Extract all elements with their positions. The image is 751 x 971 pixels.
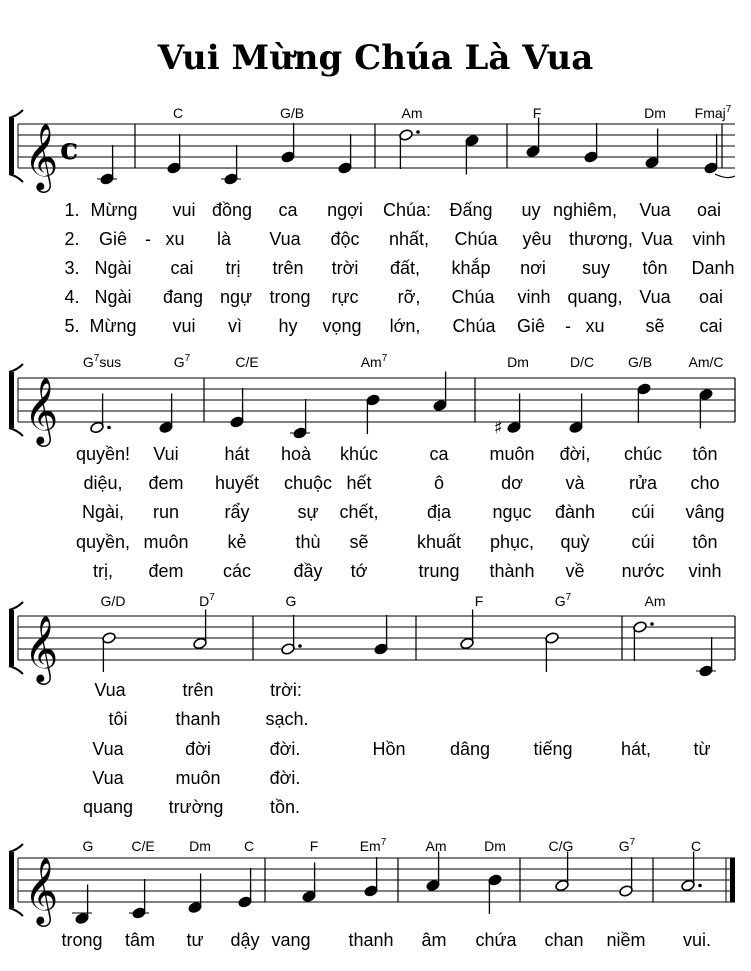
lyric-syllable: Vua bbox=[639, 200, 671, 220]
lyric-syllable: Vua bbox=[94, 680, 126, 700]
note bbox=[129, 879, 149, 919]
lyric-syllable: trong bbox=[61, 930, 103, 950]
chord-extension: 7 bbox=[381, 353, 388, 364]
chord-extension: 7 bbox=[565, 592, 572, 603]
augmentation-dot bbox=[650, 622, 654, 626]
staff-system-4 bbox=[9, 837, 735, 950]
lyric-syllable: vì bbox=[227, 316, 243, 336]
treble-clef-icon: 𝄞 bbox=[24, 856, 59, 924]
treble-clef-icon: 𝄞 bbox=[24, 614, 59, 682]
treble-clef-icon: 𝄞 bbox=[24, 122, 59, 190]
lyric-syllable: thù bbox=[295, 532, 321, 552]
lyric-syllable: Vua bbox=[92, 739, 124, 759]
lyric-syllable: về bbox=[565, 561, 585, 581]
chord-extension: 7 bbox=[93, 353, 100, 364]
chord-root: Fmaj bbox=[694, 105, 726, 121]
lyric-syllable: Vua bbox=[639, 287, 671, 307]
augmentation-dot bbox=[298, 644, 302, 648]
lyric-syllable: Chúa bbox=[451, 287, 495, 307]
chord-symbol: F bbox=[474, 593, 484, 609]
system-bracket bbox=[9, 852, 14, 908]
lyric-syllable: dậy bbox=[230, 930, 260, 950]
lyric-syllable: khắp bbox=[451, 258, 491, 278]
lyric-syllable: khúc bbox=[339, 444, 379, 464]
staff-system-1 bbox=[9, 104, 735, 336]
bracket-bottom bbox=[9, 908, 23, 916]
chord-suffix: sus bbox=[99, 354, 122, 370]
chord-symbol: F bbox=[309, 838, 319, 854]
lyric-syllable: trong bbox=[269, 287, 311, 307]
lyric-syllable: từ bbox=[693, 739, 711, 759]
lyric-syllable: trị bbox=[225, 258, 241, 278]
system-bracket bbox=[9, 372, 14, 428]
note bbox=[488, 874, 503, 914]
chord-symbol: Am bbox=[425, 838, 447, 854]
lyric-syllable: vâng bbox=[685, 502, 725, 522]
augmentation-dot bbox=[698, 884, 702, 888]
lyric-syllable: sạch. bbox=[265, 709, 309, 729]
lyric-syllable: 2. bbox=[64, 229, 80, 249]
treble-clef-icon: 𝄞 bbox=[24, 376, 59, 444]
lyric-syllable: đồng bbox=[211, 200, 253, 220]
lyric-syllable: uy bbox=[521, 200, 541, 220]
lyric-syllable: Vua bbox=[92, 768, 124, 788]
lyric-syllable: diệu, bbox=[83, 473, 123, 493]
final-barline bbox=[730, 858, 735, 902]
lyric-syllable: Ngài bbox=[94, 258, 132, 278]
lyric-syllable: - bbox=[145, 229, 151, 249]
lyric-syllable: vinh bbox=[517, 287, 551, 307]
lyric-syllable: tôi bbox=[108, 709, 128, 729]
staff-system-3 bbox=[9, 592, 735, 817]
chord-symbol: Dm bbox=[507, 354, 529, 370]
lyric-syllable: rỡ, bbox=[397, 287, 421, 307]
lyric-syllable: quyền! bbox=[75, 444, 131, 464]
chord-symbol bbox=[619, 837, 636, 854]
note bbox=[221, 145, 241, 185]
chord-symbol: C/E bbox=[131, 838, 155, 854]
lyric-syllable: chan bbox=[544, 930, 584, 950]
lyric-syllable: hát, bbox=[620, 739, 652, 759]
bracket-bottom bbox=[9, 666, 23, 674]
lyric-syllable: muôn bbox=[143, 532, 189, 552]
lyric-syllable: chết, bbox=[339, 502, 379, 522]
chord-root: Em bbox=[359, 838, 381, 854]
lyric-syllable: Vua bbox=[269, 229, 301, 249]
bracket-top bbox=[9, 364, 23, 372]
note bbox=[167, 134, 182, 174]
lyric-syllable: sẽ bbox=[645, 316, 665, 336]
lyric-syllable: hát bbox=[224, 444, 250, 464]
chord-root: Am bbox=[360, 354, 382, 370]
augmentation-dot bbox=[416, 130, 420, 134]
lyric-syllable: đem bbox=[148, 473, 184, 493]
bracket-top bbox=[9, 110, 23, 118]
lyric-syllable: Mừng bbox=[89, 316, 137, 336]
lyric-syllable: Ngài, bbox=[81, 502, 125, 522]
lyric-syllable: muôn bbox=[489, 444, 535, 464]
chord-symbol: Dm bbox=[484, 838, 506, 854]
lyric-syllable: độc bbox=[330, 229, 360, 249]
lyric-syllable: rẩy bbox=[224, 502, 250, 522]
lyric-syllable: tâm bbox=[124, 930, 156, 950]
lyric-syllable: nghiêm, bbox=[552, 200, 618, 220]
lyric-syllable: huyết bbox=[214, 473, 260, 493]
chord-symbol bbox=[174, 353, 191, 370]
lyric-syllable: hết bbox=[346, 473, 372, 493]
chord-root: D bbox=[199, 593, 210, 609]
lyric-syllable: hy bbox=[278, 316, 298, 336]
sharp-icon: ♯ bbox=[494, 417, 503, 439]
note bbox=[338, 134, 353, 174]
lyric-syllable: khuất bbox=[416, 532, 462, 552]
time-signature: c bbox=[60, 132, 79, 167]
lyric-syllable: xu bbox=[165, 229, 185, 249]
lyric-syllable: ca bbox=[429, 444, 449, 464]
lyric-syllable: tiếng bbox=[533, 739, 573, 759]
augmentation-dot bbox=[107, 426, 111, 430]
chord-extension: 7 bbox=[629, 837, 636, 848]
note bbox=[102, 632, 117, 672]
lyric-syllable: đem bbox=[148, 561, 184, 581]
chord-symbol: C/E bbox=[235, 354, 259, 370]
chord-root: G bbox=[554, 593, 566, 609]
lyric-syllable: vui bbox=[172, 200, 196, 220]
lyric-syllable: đầy bbox=[293, 561, 323, 581]
chord-extension: 7 bbox=[184, 353, 191, 364]
lyric-syllable: muôn bbox=[175, 768, 221, 788]
staff-system-2 bbox=[9, 353, 735, 581]
lyric-syllable: - bbox=[565, 316, 571, 336]
lyric-syllable: chuộc bbox=[283, 473, 333, 493]
lyric-syllable: quang, bbox=[567, 287, 623, 307]
lyric-syllable: cúi bbox=[631, 502, 655, 522]
lyric-syllable: vui. bbox=[682, 930, 712, 950]
lyric-syllable: ngục bbox=[492, 502, 532, 522]
note bbox=[290, 399, 310, 439]
chord-symbol: Am bbox=[401, 105, 423, 121]
system-bracket bbox=[9, 610, 14, 666]
chord-symbol: Dm bbox=[644, 105, 666, 121]
lyric-syllable: trung bbox=[418, 561, 460, 581]
lyric-syllable: tồn. bbox=[269, 797, 301, 817]
lyric-syllable: ngợi bbox=[327, 200, 363, 220]
lyric-syllable: quyền, bbox=[75, 532, 131, 552]
lyric-syllable: quỳ bbox=[560, 532, 590, 552]
lyric-syllable: Chúa bbox=[454, 229, 498, 249]
note bbox=[281, 123, 296, 163]
lyric-syllable: Danh bbox=[691, 258, 735, 278]
lyric-syllable: Chúa bbox=[452, 316, 496, 336]
lyric-syllable: tôn bbox=[692, 532, 718, 552]
note bbox=[238, 868, 253, 908]
bracket-bottom bbox=[9, 428, 23, 436]
chord-root: G bbox=[173, 354, 185, 370]
lyric-syllable: các bbox=[222, 561, 252, 581]
lyric-syllable: run bbox=[152, 502, 180, 522]
chord-symbol: Am/C bbox=[688, 354, 724, 370]
note bbox=[545, 632, 560, 672]
lyric-syllable: trường bbox=[168, 797, 224, 817]
lyric-syllable: vui bbox=[172, 316, 196, 336]
chord-symbol: Dm bbox=[189, 838, 211, 854]
lyric-syllable: sự bbox=[297, 502, 319, 522]
lyric-syllable: tôn bbox=[692, 444, 718, 464]
lyric-syllable: Ngài bbox=[94, 287, 132, 307]
lyric-syllable: trời bbox=[331, 258, 359, 278]
song-title: Vui Mừng Chúa Là Vua bbox=[157, 38, 594, 78]
note bbox=[364, 857, 379, 897]
chord-extension: 7 bbox=[209, 592, 215, 603]
lyric-syllable: cho bbox=[690, 473, 720, 493]
chord-symbol: C bbox=[690, 838, 702, 854]
lyric-syllable: tôn bbox=[642, 258, 668, 278]
lyric-syllable: rửa bbox=[628, 473, 658, 493]
note bbox=[374, 615, 389, 655]
lyric-syllable: đời. bbox=[269, 739, 301, 759]
note bbox=[97, 145, 117, 185]
lyric-syllable: đang bbox=[162, 287, 204, 307]
note bbox=[584, 123, 599, 163]
lyric-syllable: sẽ bbox=[349, 532, 369, 552]
lyric-syllable: cai bbox=[699, 316, 723, 336]
chord-symbol: G/B bbox=[279, 105, 305, 121]
lyric-syllable: oai bbox=[696, 200, 722, 220]
lyric-syllable: Chúa: bbox=[382, 200, 432, 220]
lyric-syllable: xu bbox=[585, 316, 605, 336]
lyric-syllable: ngự bbox=[219, 287, 253, 307]
chord-symbol: G bbox=[82, 838, 94, 854]
lyric-syllable: trên bbox=[182, 680, 214, 700]
chord-symbol bbox=[83, 353, 121, 370]
chord-symbol: G/D bbox=[100, 593, 126, 609]
lyric-syllable: hoà bbox=[280, 444, 312, 464]
lyric-syllable: chứa bbox=[475, 930, 517, 950]
lyric-syllable: đời, bbox=[559, 444, 591, 464]
chord-root: G bbox=[82, 354, 94, 370]
lyric-syllable: đời. bbox=[269, 768, 301, 788]
chord-symbol bbox=[555, 592, 572, 609]
lyric-syllable: trời: bbox=[270, 680, 302, 700]
lyric-syllable: Giê bbox=[98, 229, 128, 249]
lyric-syllable: thương, bbox=[569, 229, 633, 249]
lyric-syllable: Vui bbox=[153, 444, 179, 464]
lyric-syllable: và bbox=[565, 473, 585, 493]
chord-symbol: C bbox=[243, 838, 255, 854]
lyric-syllable: địa bbox=[426, 502, 452, 522]
lyric-syllable: trên bbox=[272, 258, 304, 278]
note bbox=[637, 383, 652, 423]
chord-symbol bbox=[360, 837, 387, 854]
lyric-syllable: nước bbox=[621, 561, 665, 581]
lyric-syllable: oai bbox=[698, 287, 724, 307]
bracket-bottom bbox=[9, 174, 23, 182]
lyric-syllable: cai bbox=[170, 258, 194, 278]
lyric-syllable: thanh bbox=[348, 930, 394, 950]
lyric-syllable: trị, bbox=[93, 561, 113, 581]
lyric-syllable: đành bbox=[554, 502, 596, 522]
lyric-syllable: nhất, bbox=[388, 229, 430, 249]
lyric-syllable: lớn, bbox=[389, 316, 421, 336]
lyric-syllable: tư bbox=[186, 930, 204, 950]
note bbox=[366, 394, 381, 434]
lyric-syllable: dơ bbox=[501, 473, 523, 493]
chord-symbol: G/B bbox=[627, 354, 653, 370]
lyric-syllable: Giê bbox=[516, 316, 546, 336]
tie bbox=[715, 174, 735, 178]
lyric-syllable: là bbox=[216, 229, 232, 249]
chord-symbol: G bbox=[285, 593, 297, 609]
note bbox=[696, 637, 716, 677]
lyric-syllable: thanh bbox=[175, 709, 221, 729]
chord-extension: 7 bbox=[725, 104, 732, 115]
chord-extension: 7 bbox=[380, 837, 387, 848]
lyric-syllable: 1. bbox=[64, 200, 80, 220]
lyric-syllable: 4. bbox=[64, 287, 80, 307]
lyric-syllable: nơi bbox=[520, 258, 546, 278]
note bbox=[230, 388, 245, 428]
lyric-syllable: Vua bbox=[641, 229, 673, 249]
lyric-syllable: âm bbox=[421, 930, 447, 950]
lyric-syllable: đất, bbox=[389, 258, 421, 278]
lyric-syllable: kẻ bbox=[227, 532, 247, 552]
lyric-syllable: phục, bbox=[489, 532, 535, 552]
chord-symbol: C/G bbox=[548, 838, 574, 854]
lyric-syllable: ô bbox=[433, 473, 445, 493]
lyric-syllable: 3. bbox=[64, 258, 80, 278]
chord-symbol: Am bbox=[644, 593, 666, 609]
lyric-syllable: vang bbox=[271, 930, 311, 950]
chord-symbol bbox=[695, 104, 732, 121]
lyric-syllable: rực bbox=[331, 287, 359, 307]
bracket-top bbox=[9, 844, 23, 852]
lyric-syllable: vọng bbox=[322, 316, 362, 336]
note bbox=[704, 134, 719, 174]
lyric-syllable: Mừng bbox=[90, 200, 138, 220]
lyric-syllable: cúi bbox=[631, 532, 655, 552]
lyric-syllable: Hồn bbox=[372, 739, 406, 759]
lyric-syllable: Đấng bbox=[449, 200, 493, 220]
lyric-syllable: tớ bbox=[350, 561, 368, 581]
lyric-syllable: dâng bbox=[449, 739, 491, 759]
lyric-syllable: vinh bbox=[692, 229, 726, 249]
lyric-syllable: ca bbox=[278, 200, 298, 220]
chord-symbol bbox=[199, 592, 215, 609]
note bbox=[619, 857, 634, 897]
chord-symbol: C bbox=[172, 105, 184, 121]
lyric-syllable: thành bbox=[489, 561, 535, 581]
bracket-top bbox=[9, 602, 23, 610]
system-bracket bbox=[9, 118, 14, 174]
lyric-syllable: vinh bbox=[688, 561, 722, 581]
lyric-syllable: suy bbox=[581, 258, 611, 278]
chord-symbol bbox=[361, 353, 388, 370]
lyric-syllable: quang bbox=[82, 797, 134, 817]
lyric-syllable: 5. bbox=[64, 316, 80, 336]
lyric-syllable: chúc bbox=[623, 444, 663, 464]
chord-symbol: F bbox=[532, 105, 542, 121]
lyric-syllable: đời bbox=[185, 739, 211, 759]
lyric-syllable: yêu bbox=[522, 229, 552, 249]
chord-root: G bbox=[618, 838, 630, 854]
chord-symbol: D/C bbox=[569, 354, 595, 370]
lyric-syllable: niềm bbox=[606, 930, 646, 950]
